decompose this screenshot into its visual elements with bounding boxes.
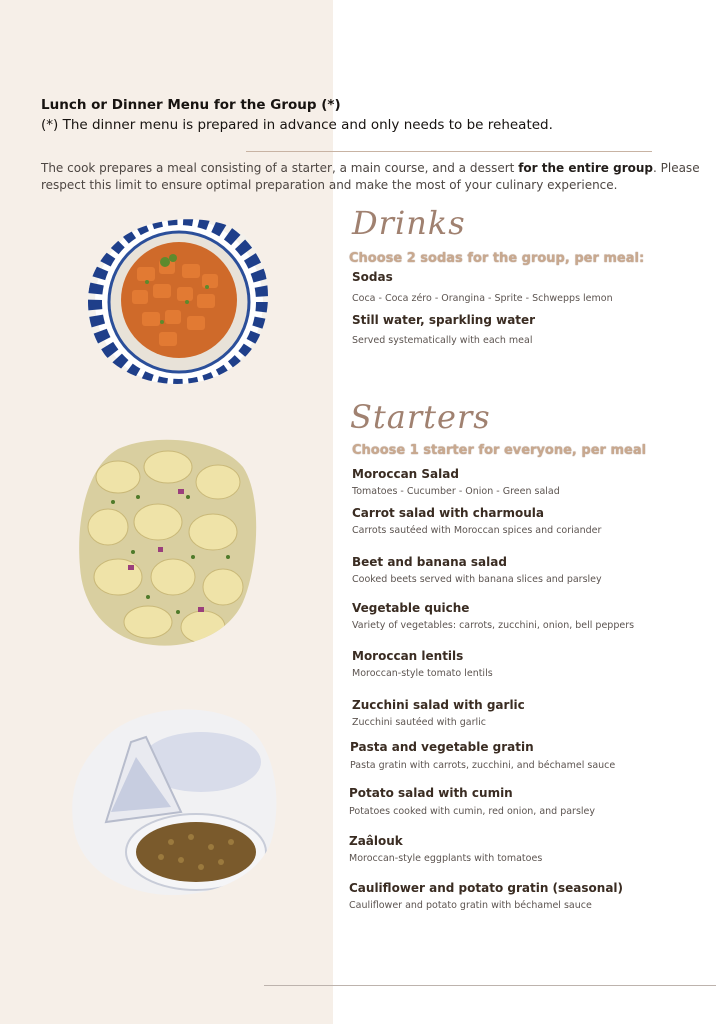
starter-item-name: Potato salad with cumin [349,786,513,800]
starters-title: Starters [350,398,491,436]
starter-item-desc: Zucchini sautéed with garlic [352,717,487,728]
footer-divider [264,985,716,986]
starter-item-desc: Cauliflower and potato gratin with béchamel sauce [349,900,592,911]
starter-item-name: Cauliflower and potato gratin (seasonal) [349,881,624,895]
starter-item-desc: Tomatoes - Cucumber - Onion - Green salad [352,486,560,497]
starter-item-name: Moroccan Salad [352,467,459,481]
starters-instruction: Choose 1 starter for everyone, per meal [352,443,647,458]
starter-item-name: Carrot salad with charmoula [352,506,544,520]
starter-item-name: Moroccan lentils [352,649,464,663]
starter-item-name: Vegetable quiche [352,601,470,615]
starter-item-name: Pasta and vegetable gratin [350,740,534,754]
intro-bold-text: for the entire group [518,161,653,175]
starter-item-desc: Potatoes cooked with cumin, red onion, and parsley [349,806,596,817]
starter-item-desc: Pasta gratin with carrots, zucchini, and béchamel sauce [350,760,616,771]
intro-text: The cook prepares a meal consisting of a starter, a main course, and a dessert [41,161,519,175]
drink-item-name: Sodas [352,270,393,284]
drink-item-desc: Coca - Coca zéro - Orangina - Sprite - Schwepps lemon [352,293,613,304]
starter-item-desc: Moroccan-style tomato lentils [352,668,493,679]
starter-item-desc: Moroccan-style eggplants with tomatoes [349,853,543,864]
intro-text-end: . Please respect this limit to ensure optimal preparation and make the most of your culinary experience. [41,161,700,192]
starter-item-desc: Cooked beets served with banana slices and parsley [352,574,602,585]
starter-item-name: Zaâlouk [349,834,403,848]
starter-item-name: Zucchini salad with garlic [352,698,525,712]
lentils-tajine-photo [71,702,281,898]
menu-heading [41,95,701,135]
drinks-title: Drinks [352,204,466,242]
decorative-divider [246,151,652,152]
page-subtitle: (*) The dinner menu is prepared in advance and only needs to be reheated. [41,117,553,133]
potato-salad-photo [78,437,258,649]
drink-item-desc: Served systematically with each meal [352,335,533,346]
drink-item-name: Still water, sparkling water [352,313,536,327]
starter-item-desc: Variety of vegetables: carrots, zucchini, onion, bell peppers [352,620,635,631]
starter-item-desc: Carrots sautéed with Moroccan spices and coriander [352,525,602,536]
starter-item-name: Beet and banana salad [352,555,507,569]
drinks-instruction: Choose 2 sodas for the group, per meal: [349,251,645,266]
page-title: Lunch or Dinner Menu for the Group (*) [41,97,341,113]
intro-paragraph [41,160,701,194]
carrot-salad-photo [87,212,271,386]
